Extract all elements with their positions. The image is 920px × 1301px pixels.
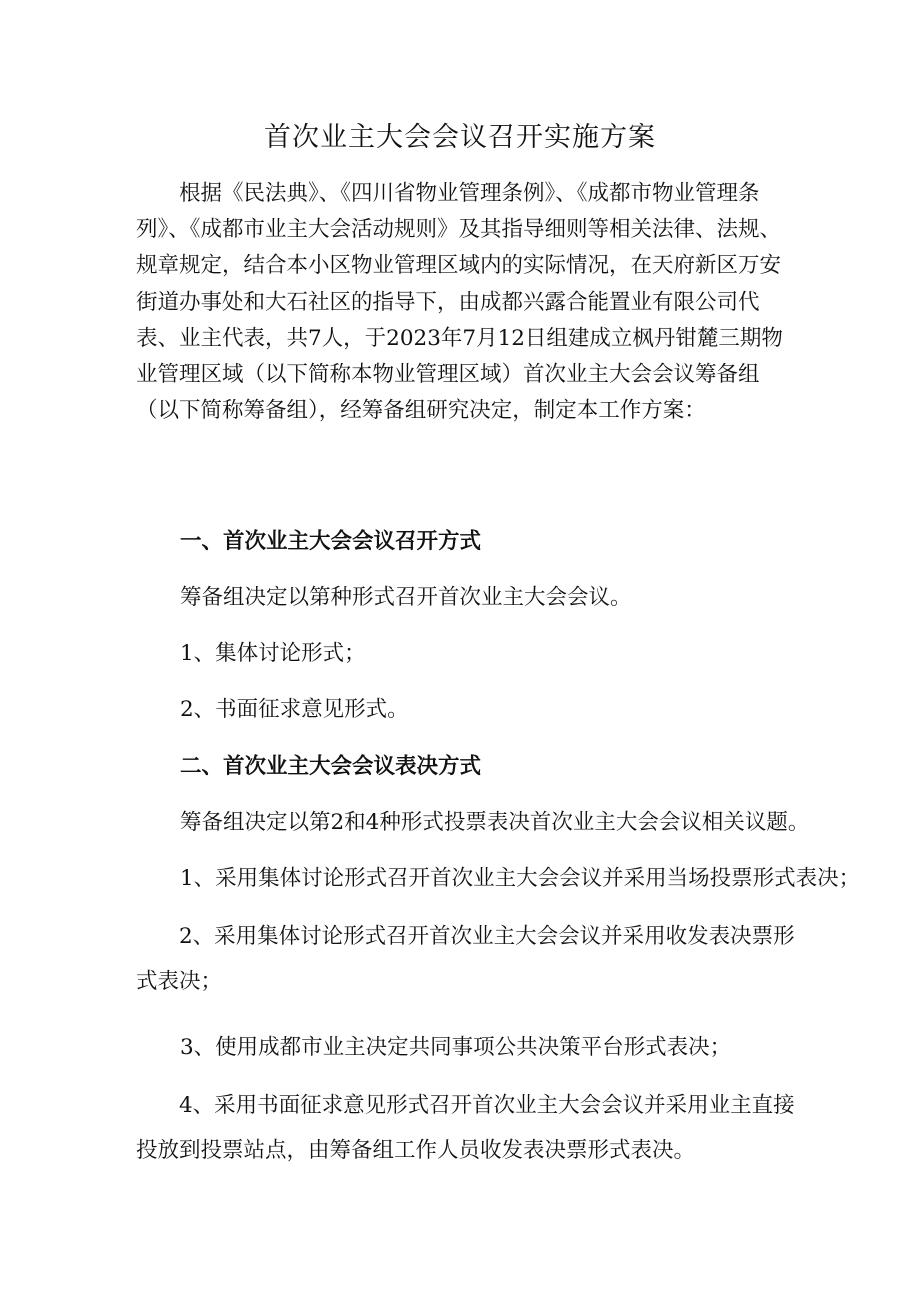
section-2-item-3: 3、使用成都市业主决定共同事项公共决策平台形式表决； bbox=[180, 1035, 732, 1060]
document-title: 首次业主大会会议召开实施方案 bbox=[264, 122, 656, 153]
section-2-heading: 二、首次业主大会会议表决方式 bbox=[180, 754, 482, 779]
section-1-heading: 一、首次业主大会会议召开方式 bbox=[180, 529, 482, 554]
section-2-item-4: 4、采用书面征求意见形式召开首次业主大会会议并采用业主直接投放到投票站点，由筹备组工作人员收发表决票形式表决。 bbox=[136, 1093, 795, 1163]
intro-paragraph: 根据《民法典》、《四川省物业管理条例》、《成都市物业管理条列》、《成都市业主大会活动规则》及其指导细则等相关法律、法规、规章规定，结合本小区物业管理区域内的实际情况，在天府新区万安街道办事处和大石社区的指导下，由成都兴露合能置业有限公司代表、业主代表，共7人，于2023年7月12日组建成立枫丹钳麓三期物业管理区域（以下简称本物业管理区域）首次业主大会会议筹备组（以下简称筹备组），经筹备组研究决定，制定本工作方案： bbox=[136, 181, 783, 424]
section-2-item-1: 1、采用集体讨论形式召开首次业主大会会议并采用当场投票形式表决； bbox=[180, 866, 861, 891]
section-1-item-1: 1、集体讨论形式； bbox=[180, 641, 366, 666]
section-2-item-2: 2、采用集体讨论形式召开首次业主大会会议并采用收发表决票形式表决； bbox=[136, 924, 795, 994]
section-2-lead: 筹备组决定以第2和4种形式投票表决首次业主大会会议相关议题。 bbox=[180, 810, 810, 835]
section-1-item-2: 2、书面征求意见形式。 bbox=[180, 697, 409, 722]
section-1-lead: 筹备组决定以第种形式召开首次业主大会会议。 bbox=[180, 585, 632, 610]
